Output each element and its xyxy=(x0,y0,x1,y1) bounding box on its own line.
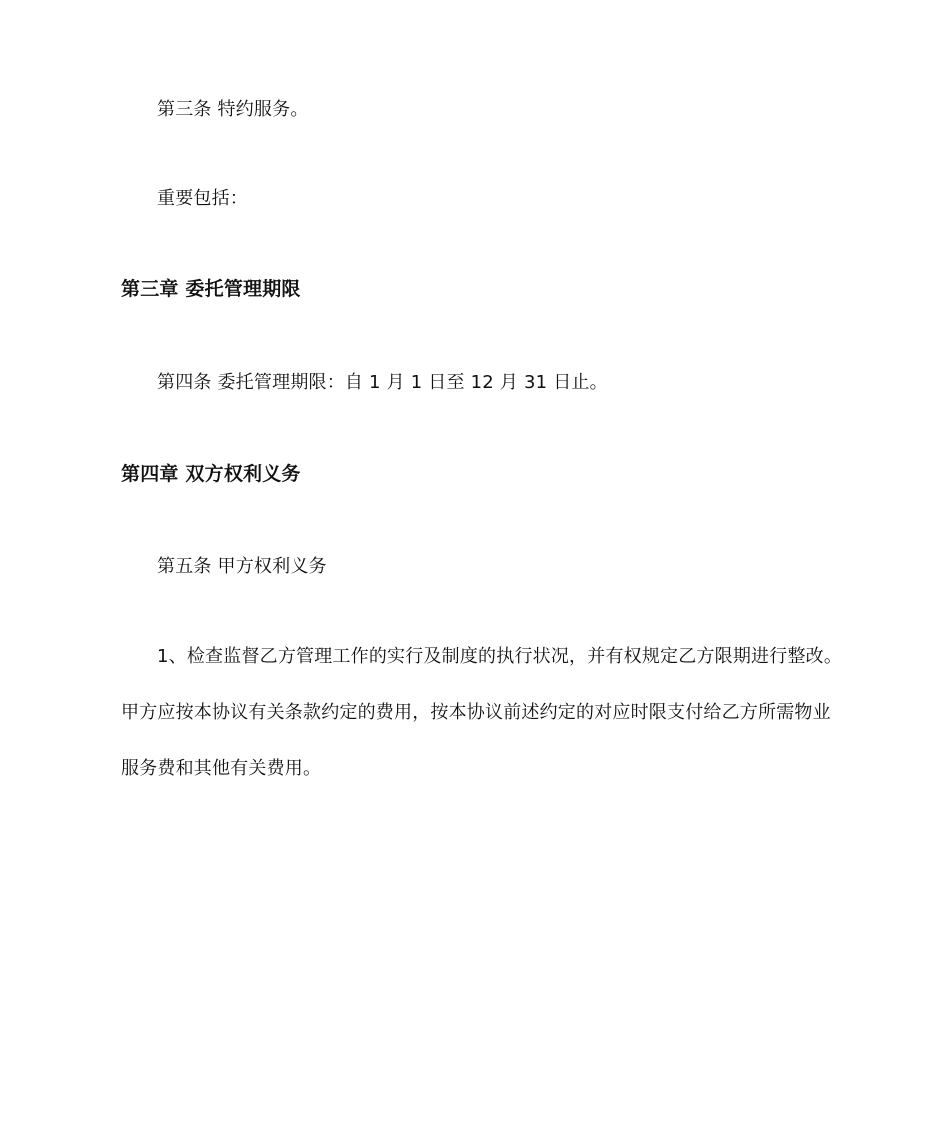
article-4-text: 第四条 委托管理期限：自 1 月 1 日至 12 月 31 日止。 xyxy=(157,372,608,393)
article-3-content-label: 重要包括： xyxy=(157,188,248,209)
chapter-3-title: 第三章 委托管理期限 xyxy=(121,278,301,300)
article-3-heading: 第三条 特约服务。 xyxy=(157,99,309,120)
chapter-4-title: 第四章 双方权利义务 xyxy=(121,463,301,485)
paragraph-line-3: 服务费和其他有关费用。 xyxy=(121,758,322,779)
article-5-heading: 第五条 甲方权利义务 xyxy=(157,556,327,577)
paragraph-line-1: 1、检查监督乙方管理工作的实行及制度的执行状况，并有权规定乙方限期进行整改。 xyxy=(157,646,843,667)
paragraph-line-2: 甲方应按本协议有关条款约定的费用，按本协议前述约定的对应时限支付给乙方所需物业 xyxy=(121,702,831,723)
